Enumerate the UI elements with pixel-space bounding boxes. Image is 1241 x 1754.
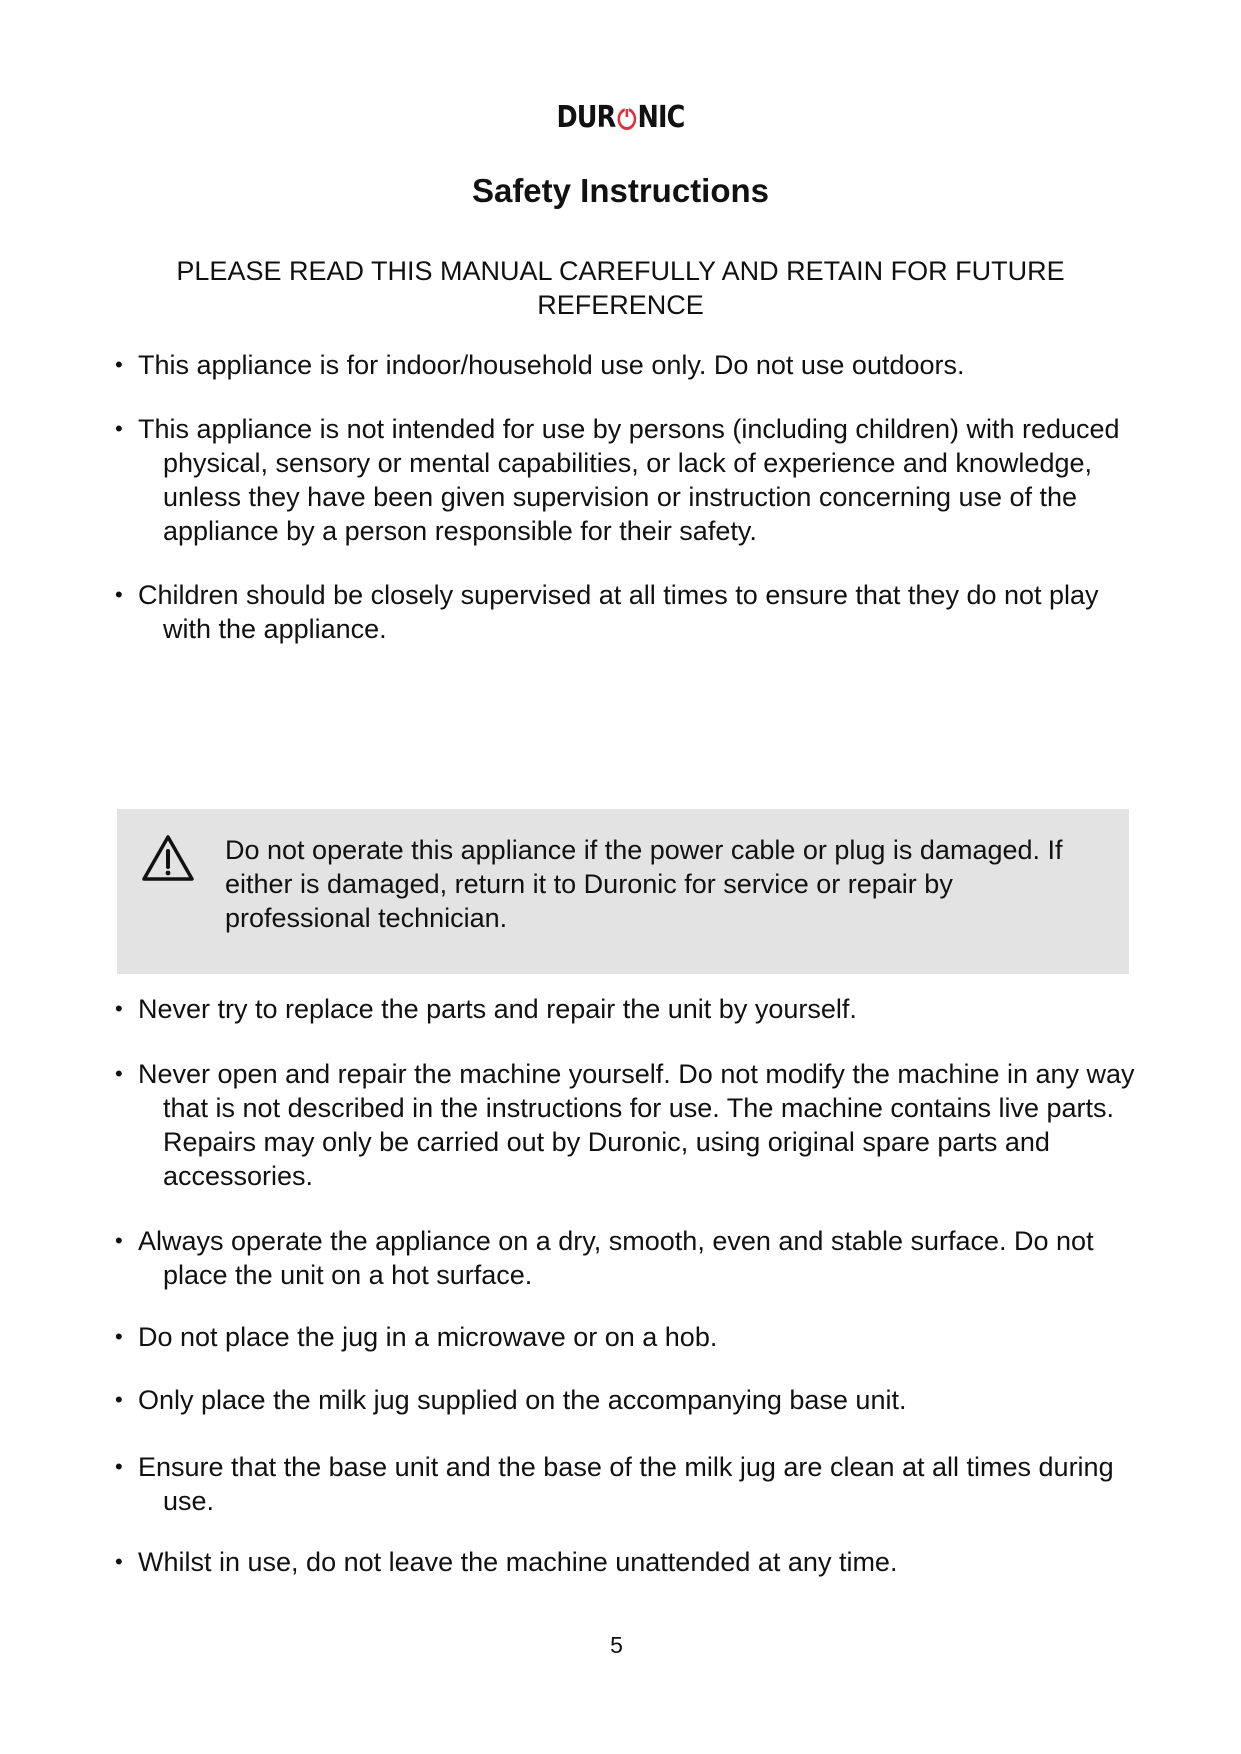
duronic-logo [93,100,1148,135]
bullet-icon: • [115,996,123,1021]
bullet-icon: • [115,1061,123,1086]
list-item: • Always operate the appliance on a dry, smooth, even and stable surface. Do not place the unit on a hot surface. [115,1226,1094,1290]
list-item: • Only place the milk jug supplied on the accompanying base unit. [115,1385,907,1415]
list-item: • Children should be closely supervised at all times to ensure that they do not play with the appliance. [115,580,1099,644]
bullet-icon: • [115,1454,123,1479]
warning-text: Do not operate this appliance if the power cable or plug is damaged. If either is damaged, return it to Duronic for service or repair by professional technician. [225,835,1063,933]
page-number: 5 [610,1632,623,1658]
power-icon [616,106,636,130]
list-item: • This appliance is not intended for use by persons (including children) with reduced physical, sensory or mental capabilities, or lack of experience and knowledge, unless they have been given supervision or instruction concerning use of the appliance by a person responsible for their safety. [115,414,1120,546]
bullet-icon: • [115,352,123,377]
read-manual-notice: PLEASE READ THIS MANUAL CAREFULLY AND RETAIN FOR FUTURE REFERENCE [176,256,1065,320]
list-item: • This appliance is for indoor/household use only. Do not use outdoors. [115,350,965,380]
list-item: • Never open and repair the machine yourself. Do not modify the machine in any way that is not described in the instructions for use. The machine contains live parts. Repairs may only be carried out by Duronic, using original spare parts and accessories. [115,1059,1135,1191]
bullet-icon: • [115,1549,123,1574]
logo-suffix: NIC [637,100,685,135]
warning-triangle-icon [141,833,195,883]
list-item: • Ensure that the base unit and the base of the milk jug are clean at all times during use. [115,1452,1114,1516]
list-item: • Whilst in use, do not leave the machine unattended at any time. [115,1547,898,1577]
logo-prefix: DUR [556,100,616,135]
bullet-icon: • [115,1324,123,1349]
bullet-icon: • [115,416,123,441]
list-item: • Never try to replace the parts and repair the unit by yourself. [115,994,857,1024]
list-item: • Do not place the jug in a microwave or on a hob. [115,1322,718,1352]
bullet-icon: • [115,582,123,607]
bullet-icon: • [115,1228,123,1253]
warning-box [117,809,1129,974]
bullet-icon: • [115,1387,123,1412]
page-title: Safety Instructions [471,172,770,209]
